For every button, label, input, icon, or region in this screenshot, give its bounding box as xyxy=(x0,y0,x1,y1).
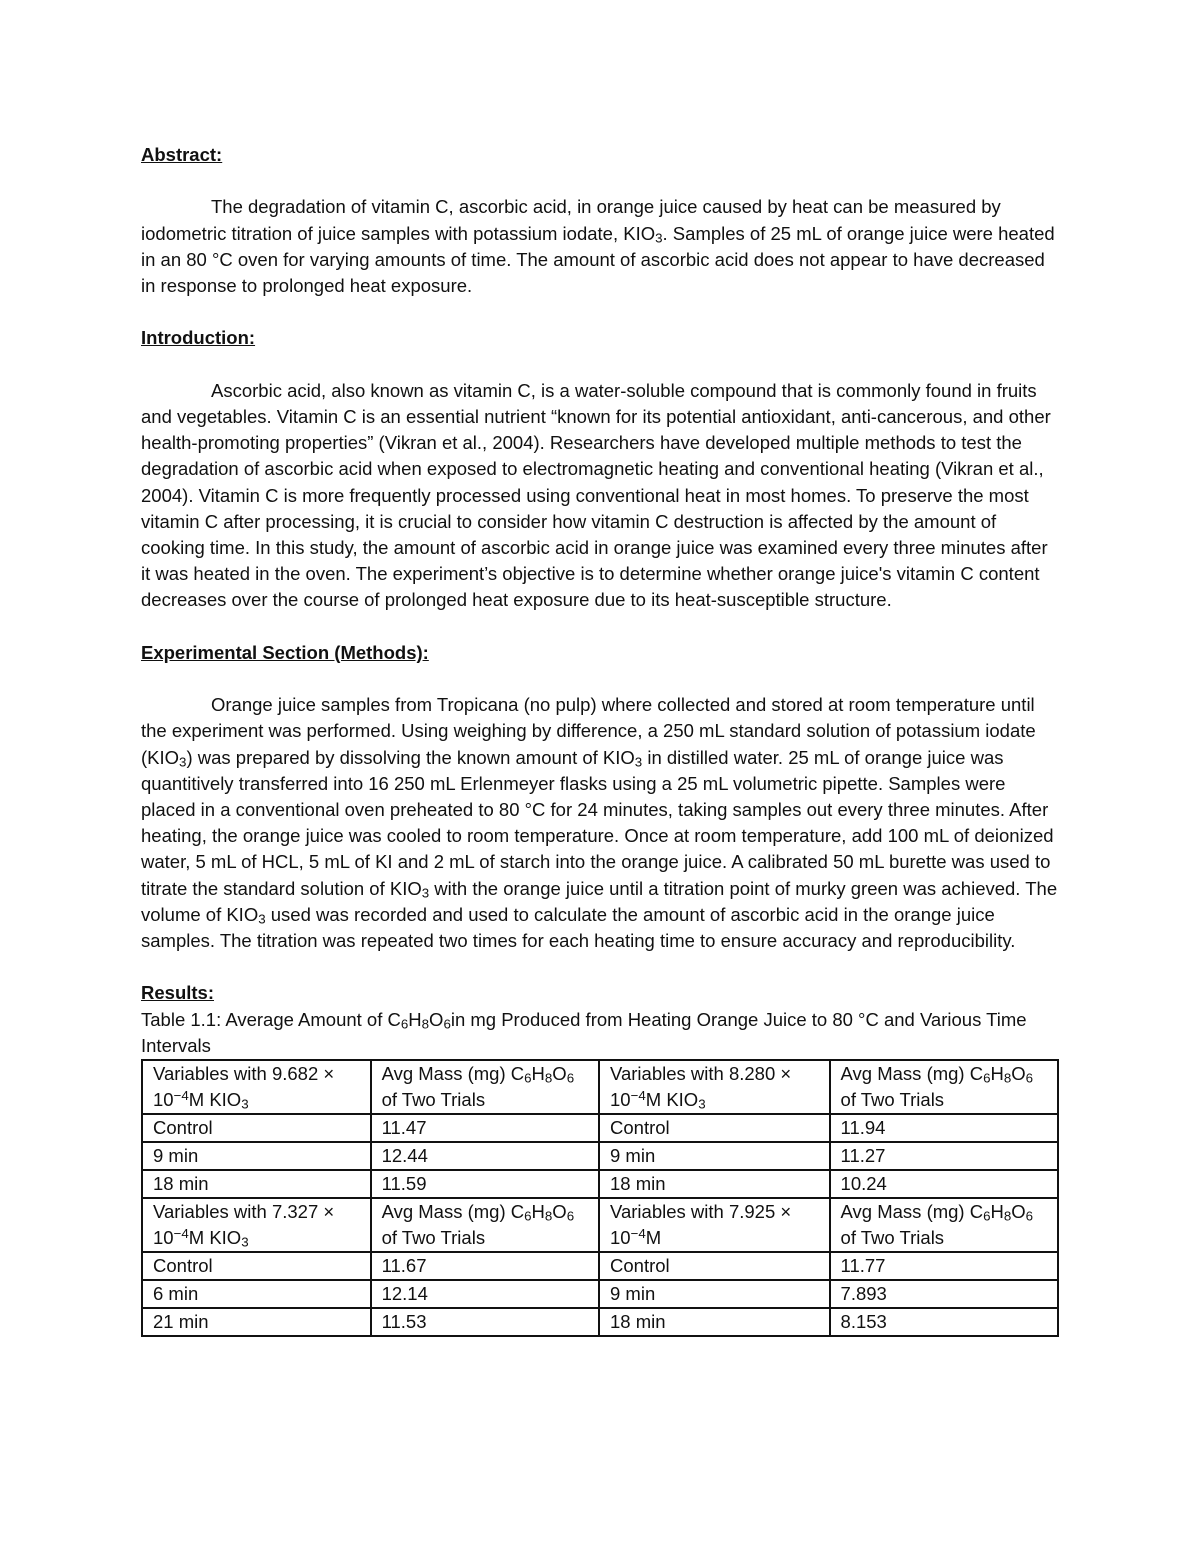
header-cell-avg-mass: Avg Mass (mg) $C_6H_8O_6$ of Two Trials xyxy=(371,1198,599,1252)
methods-heading: Experimental Section (Methods): xyxy=(141,641,429,663)
header-cell-variables: Variables with $7.925 \times 10^{-4}M$ xyxy=(599,1198,830,1252)
methods-sub-1: 3 xyxy=(179,754,187,770)
table-cell: 11.67 xyxy=(371,1252,599,1280)
table-row xyxy=(142,1170,1058,1198)
conc-value: 7.925 xyxy=(728,1201,776,1223)
table-cell: 7.893 xyxy=(830,1280,1058,1308)
abstract-text-1: The degradation of vitamin C, ascorbic acid, in orange juice caused by heat can be measured by iodometric titration of juice samples with potassium iodate, KIO xyxy=(141,196,1001,244)
table-caption xyxy=(141,1007,1061,1059)
introduction-heading: Introduction: xyxy=(141,327,256,349)
table-cell: Control xyxy=(599,1252,830,1280)
methods-text-5: used was recorded and used to calculate the amount of ascorbic acid in the orange juice samples. The titration was repeated two times for each heating time to ensure accuracy and reproducibility. xyxy=(141,903,1016,952)
results-table xyxy=(141,1059,1059,1337)
table-cell: 9 min xyxy=(142,1142,371,1170)
table-cell: 10.24 xyxy=(830,1170,1058,1198)
table-cell: 11.59 xyxy=(371,1170,599,1198)
header-cell-avg-mass: Avg Mass (mg) $C_6H_8O_6$ of Two Trials xyxy=(830,1060,1058,1114)
abstract-heading: Abstract: xyxy=(141,144,223,165)
methods-paragraph xyxy=(141,692,1061,954)
abstract-paragraph xyxy=(141,194,1061,299)
document-page xyxy=(141,142,1061,1337)
caption-sub-6b: 6 xyxy=(443,1016,451,1032)
table-cell: 11.53 xyxy=(371,1308,599,1336)
methods-text-1: Orange juice samples from Tropicana (no pulp) where collected and stored at room temperature until the experiment was performed. Using weighing by difference, a 250 mL standard solution of potassium iodate (KIO xyxy=(141,694,1036,768)
header-cell-avg-mass: Avg Mass (mg) $C_6H_8O_6$ of Two Trials xyxy=(830,1198,1058,1252)
introduction-paragraph: Ascorbic acid, also known as vitamin C, is a water-soluble compound that is commonly found in fruits and vegetables. Vitamin C is an essential nutrient “known for its potential antioxidant, anti-cancerous, and other health-promoting properties” (Vikran et al., 2004). Researchers have developed multiple methods to test the degradation of ascorbic acid when exposed to electromagnetic heating and conventional heating (Vikran et al., 2004). Vitamin C is more frequently processed using conventional heat in most homes. To preserve the most vitamin C after processing, it is crucial to consider how vitamin C destruction is affected by the amount of cooking time. In this study, the amount of ascorbic acid in orange juice was examined every three minutes after it was heated in the oven. The experiment’s objective is to determine whether orange juice's vitamin C content decreases over the course of prolonged heat exposure due to its heat-susceptible structure. xyxy=(141,379,1051,611)
header-cell-variables: Variables with $9.682 \times 10^{-4}M$ $KIO_3$ xyxy=(142,1060,371,1114)
header-cell-variables: Variables with $8.280 \times 10^{-4}M$ $KIO_3$ xyxy=(599,1060,830,1114)
caption-text-4: in mg Produced from Heating Orange Juice to 80 °C and Various Time Intervals xyxy=(141,1008,1027,1056)
methods-text-4: with the orange juice until a titration point of murky green was achieved. The volume of KIO xyxy=(141,877,1058,925)
table-cell: 6 min xyxy=(142,1280,371,1308)
table-row xyxy=(142,1114,1058,1142)
conc-value: 7.327 xyxy=(271,1201,319,1223)
table-cell: 18 min xyxy=(142,1170,371,1198)
methods-text-3: in distilled water. 25 mL of orange juice was quantitively transferred into 16 250 mL Erlenmeyer flasks using a 25 mL volumetric pipette. Samples were placed in a conventional oven preheated to 80 °C for 24 minutes, taking samples out every three minutes. After heating, the orange juice was cooled to room temperature. Once at room temperature, add 100 mL of deionized water, 5 mL of HCL, 5 mL of KI and 2 mL of starch into the orange juice. A calibrated 50 mL burette was used to titrate the standard solution of KIO xyxy=(141,746,1054,899)
table-header-row xyxy=(142,1198,1058,1252)
table-cell: Control xyxy=(142,1114,371,1142)
table-cell: 9 min xyxy=(599,1280,830,1308)
table-cell: 12.14 xyxy=(371,1280,599,1308)
table-cell: 8.153 xyxy=(830,1308,1058,1336)
table-cell: 18 min xyxy=(599,1308,830,1336)
header-cell-variables: Variables with $7.327 \times 10^{-4}M$ $KIO_3$ xyxy=(142,1198,371,1252)
table-cell: 11.77 xyxy=(830,1252,1058,1280)
conc-value: 8.280 xyxy=(728,1063,776,1085)
methods-sub-4: 3 xyxy=(258,911,266,927)
methods-sub-3: 3 xyxy=(421,885,430,901)
caption-text-2: H xyxy=(408,1008,422,1030)
table-cell: 9 min xyxy=(599,1142,830,1170)
table-cell: Control xyxy=(142,1252,371,1280)
table-cell: 11.27 xyxy=(830,1142,1058,1170)
abstract-text-2: . Samples of 25 mL of orange juice were heated in an 80 °C oven for varying amounts of time. The amount of ascorbic acid does not appear to have decreased in response to prolonged heat exposure. xyxy=(141,222,1055,296)
table-row xyxy=(142,1308,1058,1336)
table-header-row xyxy=(142,1060,1058,1114)
table-cell: 12.44 xyxy=(371,1142,599,1170)
caption-text-1: Table 1.1: Average Amount of C xyxy=(141,1008,401,1030)
table-cell: 18 min xyxy=(599,1170,830,1198)
table-row xyxy=(142,1142,1058,1170)
caption-sub-8: 8 xyxy=(421,1016,430,1032)
table-cell: Control xyxy=(599,1114,830,1142)
header-cell-avg-mass: Avg Mass (mg) $C_6H_8O_6$ of Two Trials xyxy=(371,1060,599,1114)
table-cell: 11.47 xyxy=(371,1114,599,1142)
methods-text-2: ) was prepared by dissolving the known amount of KIO xyxy=(186,746,635,768)
table-cell: 11.94 xyxy=(830,1114,1058,1142)
methods-sub-2: 3 xyxy=(634,754,643,770)
table-row xyxy=(142,1252,1058,1280)
table-row xyxy=(142,1280,1058,1308)
abstract-sub: 3 xyxy=(655,230,663,246)
conc-value: 9.682 xyxy=(271,1063,319,1085)
caption-sub-6a: 6 xyxy=(400,1016,409,1032)
caption-text-3: O xyxy=(429,1008,444,1030)
results-heading: Results: xyxy=(141,982,214,1004)
table-cell: 21 min xyxy=(142,1308,371,1336)
